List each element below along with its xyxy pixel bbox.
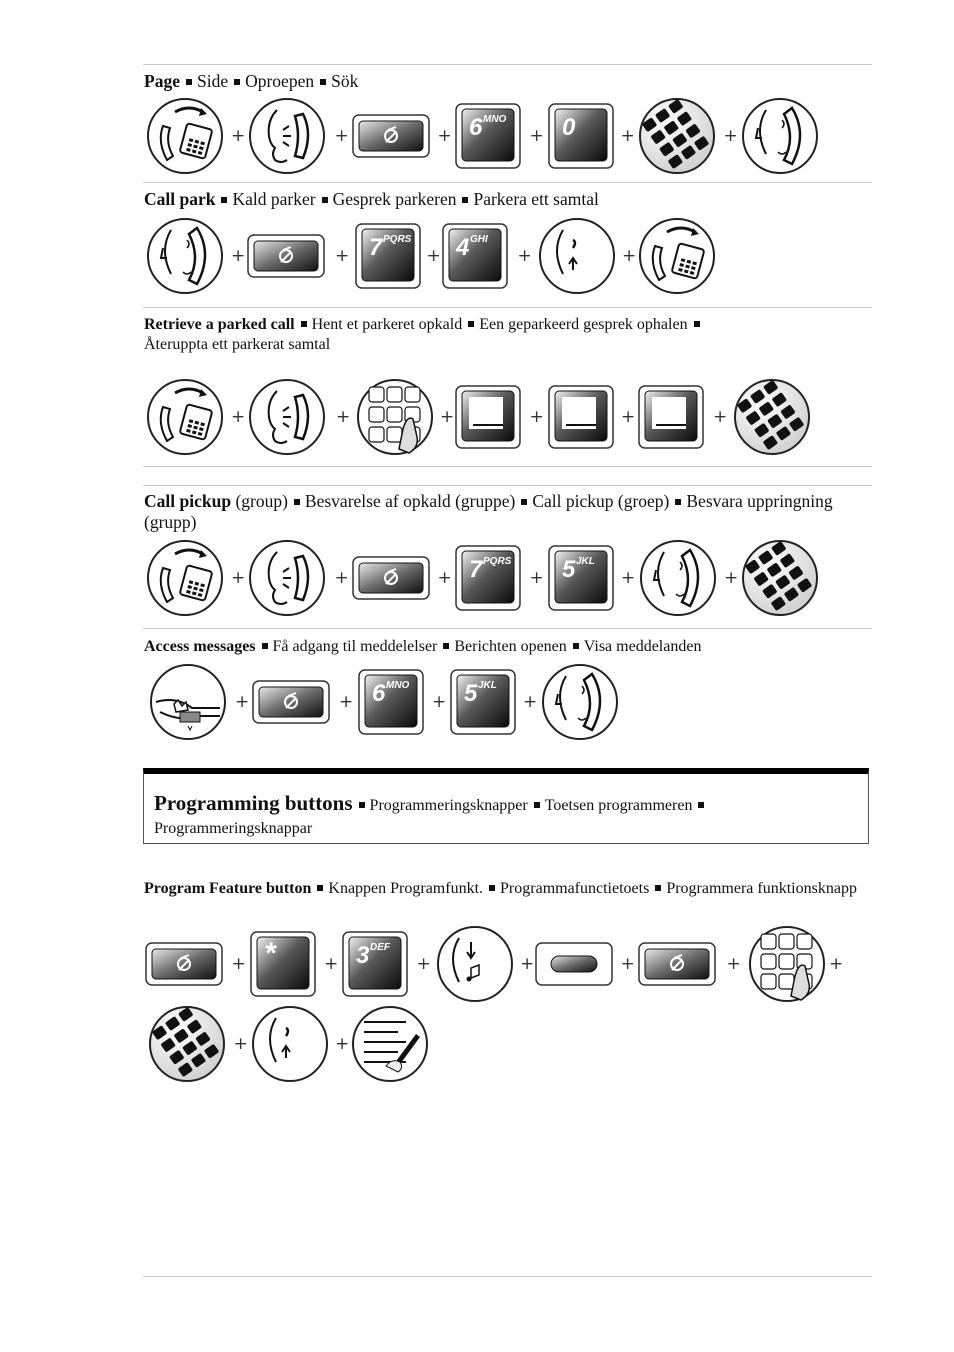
- feature-key-icon: [145, 942, 223, 991]
- handset-listen-icon: [247, 96, 327, 181]
- section-heading-call-pickup: Call pickup (group) Besvarelse af opkald (gruppe) Call pickup (groep) Besvara uppringning (grupp): [144, 491, 833, 532]
- key-letters: DEF: [370, 942, 390, 953]
- key-digit: 3: [356, 942, 370, 969]
- key-6-icon: [455, 103, 521, 174]
- key-digit: *: [264, 937, 276, 970]
- divider: [143, 307, 872, 308]
- key-4-icon: [442, 223, 508, 294]
- plus-sign: +: [621, 568, 636, 588]
- key-letters: JKL: [478, 680, 497, 691]
- divider: [143, 1276, 872, 1277]
- handset-offhook-icon: [145, 96, 225, 181]
- section-title: Call park: [144, 189, 216, 209]
- key-letters: PQRS: [483, 556, 512, 567]
- key-digit: 7: [469, 556, 483, 583]
- plus-sign: +: [437, 126, 452, 146]
- banner-text: Programming buttons Programmeringsknapper Toetsen programmeren Programmeringsknappar: [154, 792, 854, 840]
- handset-listen-icon: [247, 538, 327, 623]
- section-heading-call-park: Call park Kald parker Gesprek parkeren Parkera ett samtal: [144, 189, 599, 209]
- plus-sign: +: [432, 692, 447, 712]
- section-heading-retrieve: Retrieve a parked call Hent et parkeret opkald Een geparkeerd gesprek ophalen Återuppta ett parkerat samtal: [144, 315, 872, 355]
- key-digit: 6: [372, 680, 386, 707]
- handset-onhook-icon: [740, 96, 820, 181]
- plus-sign: +: [620, 954, 635, 974]
- plus-sign: +: [336, 407, 351, 427]
- plus-sign: +: [726, 954, 741, 974]
- keypad-press-icon: [747, 924, 827, 1009]
- plus-sign: +: [529, 568, 544, 588]
- banner-title: Programming buttons: [154, 791, 353, 815]
- key-5-icon: [450, 669, 516, 740]
- section-title: Page: [144, 71, 180, 91]
- plus-sign: +: [621, 407, 636, 427]
- line-key-icon: [548, 385, 614, 454]
- plus-sign: +: [231, 568, 246, 588]
- plus-sign: +: [829, 954, 844, 974]
- plus-sign: +: [520, 954, 535, 974]
- divider: [143, 182, 872, 183]
- plus-sign: +: [724, 568, 739, 588]
- tone-icon: [435, 924, 515, 1009]
- plus-sign: +: [713, 407, 728, 427]
- keypad-dial-icon: [732, 377, 812, 462]
- section-title: Retrieve a parked call: [144, 316, 295, 333]
- feature-key-icon: [247, 234, 325, 283]
- plus-sign: +: [235, 692, 250, 712]
- key-digit: 6: [469, 114, 483, 141]
- handset-listen-icon: [247, 377, 327, 462]
- handset-onhook-icon: [145, 216, 225, 301]
- key-letters: PQRS: [383, 234, 412, 245]
- key-7-icon: [455, 545, 521, 616]
- key-letters: MNO: [386, 680, 410, 691]
- handset-offhook-icon: [145, 538, 225, 623]
- plus-sign: +: [334, 568, 349, 588]
- plus-sign: +: [339, 692, 354, 712]
- feature-key-icon: [638, 942, 716, 991]
- key-digit: 5: [562, 556, 576, 583]
- key-5-icon: [548, 545, 614, 616]
- key-7-icon: [355, 223, 421, 294]
- plus-sign: +: [426, 246, 441, 266]
- section-heading-page: Page Side Oproepen Sök: [144, 71, 359, 91]
- line-key-icon: [638, 385, 704, 454]
- key-6-icon: [358, 669, 424, 740]
- plus-sign: +: [723, 126, 738, 146]
- feature-key-icon: [252, 680, 330, 729]
- divider: [143, 466, 872, 467]
- hook-flash-icon: [250, 1004, 330, 1089]
- programming-buttons-banner: [143, 768, 869, 844]
- handset-offhook-icon: [145, 377, 225, 462]
- keypad-press-icon: [355, 377, 435, 462]
- key-digit: 7: [369, 234, 383, 261]
- hook-flash-icon: [537, 216, 617, 301]
- plus-sign: +: [233, 1034, 248, 1054]
- handset-onhook-icon: [638, 538, 718, 623]
- key-letters: JKL: [576, 556, 595, 567]
- plus-sign: +: [529, 126, 544, 146]
- key-letters: MNO: [483, 114, 507, 125]
- key-digit: 4: [456, 234, 470, 261]
- section-heading-program-feature: Program Feature button Knappen Programfunkt. Programmafunctietoets Programmera funktionsknapp: [144, 880, 857, 897]
- key-digit: 0: [562, 114, 576, 141]
- keypad-dial-icon: [637, 96, 717, 181]
- plus-sign: +: [231, 407, 246, 427]
- plus-sign: +: [620, 126, 635, 146]
- divider: [143, 64, 872, 65]
- plus-sign: +: [440, 407, 455, 427]
- plus-sign: +: [437, 568, 452, 588]
- feature-key-icon: [352, 114, 430, 163]
- divider: [143, 628, 872, 629]
- plus-sign: +: [517, 246, 532, 266]
- section-title: Access messages: [144, 638, 256, 655]
- section-title: Call pickup: [144, 491, 232, 511]
- key-star-icon: [250, 931, 316, 1002]
- plus-sign: +: [231, 954, 246, 974]
- key-3-icon: [342, 931, 408, 1002]
- plus-sign: +: [529, 407, 544, 427]
- plus-sign: +: [324, 954, 339, 974]
- plus-sign: +: [231, 246, 246, 266]
- plus-sign: +: [416, 954, 431, 974]
- key-digit: 5: [464, 680, 478, 707]
- plus-sign: +: [335, 246, 350, 266]
- line-key-icon: [455, 385, 521, 454]
- keypad-dial-icon: [740, 538, 820, 623]
- plus-sign: +: [523, 692, 538, 712]
- plus-sign: +: [335, 1034, 350, 1054]
- key-0-icon: [548, 103, 614, 174]
- feature-key-icon: [352, 556, 430, 605]
- section-title: Program Feature button: [144, 880, 312, 897]
- key-letters: GHI: [470, 234, 488, 245]
- plus-sign: +: [622, 246, 637, 266]
- section-heading-access-messages: Access messages Få adgang til meddelelser Berichten openen Visa meddelanden: [144, 638, 702, 655]
- message-lamp-icon: [148, 662, 228, 747]
- handset-onhook-icon: [540, 662, 620, 747]
- plus-sign: +: [231, 126, 246, 146]
- keypad-dial-icon: [147, 1004, 227, 1089]
- handset-offhook-icon: [637, 216, 717, 301]
- write-note-icon: [350, 1004, 430, 1089]
- divider: [143, 485, 872, 486]
- plus-sign: +: [334, 126, 349, 146]
- blank-button-icon: [535, 942, 613, 991]
